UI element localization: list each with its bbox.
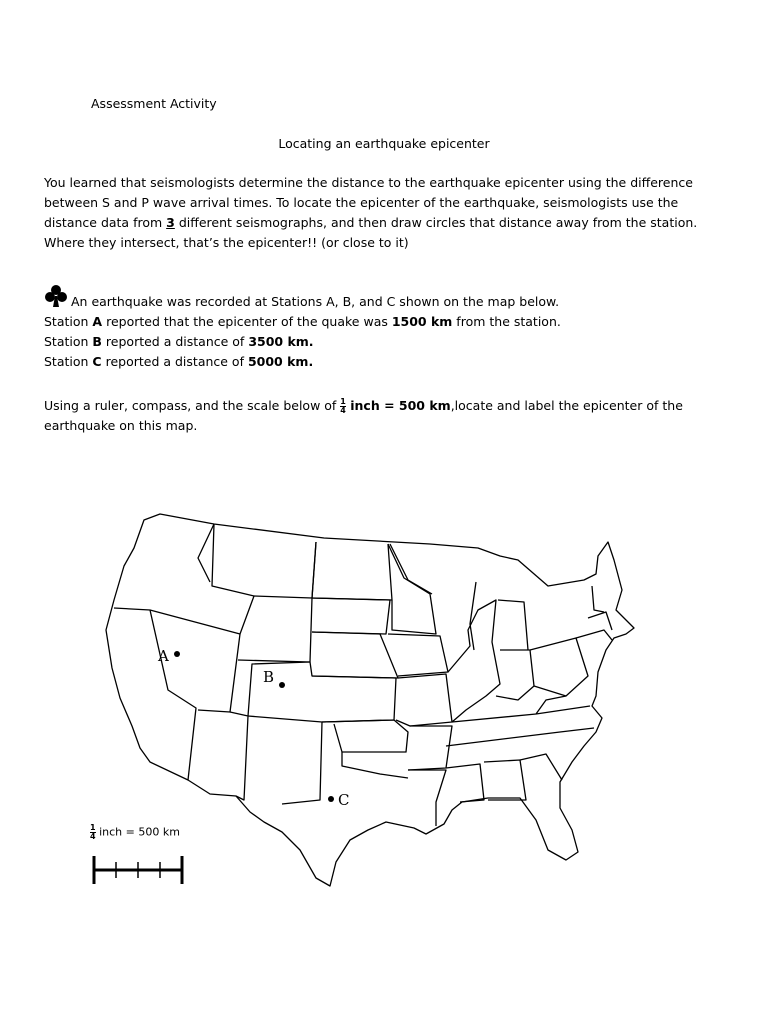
station-c-label: C bbox=[338, 791, 350, 809]
station-c bbox=[328, 791, 349, 809]
intro-paragraph bbox=[44, 173, 734, 253]
station-b-dot bbox=[279, 682, 285, 688]
intro-text-2: different seismographs, and then draw circles that distance away from the station. Where they intersect, that’s the epicenter!! (or close to it) bbox=[44, 215, 698, 250]
page-title: Locating an earthquake epicenter bbox=[278, 136, 490, 151]
intro-text-1: You learned that seismologists determine the distance to the earthquake epicenter using the difference between S and P wave arrival times. To locate the epicenter of the earthquake, seismologists use the distance data from bbox=[44, 175, 693, 230]
question-line-2: Station A reported that the epicenter of the quake was 1500 km from the station. bbox=[44, 314, 561, 329]
scale-bar bbox=[90, 852, 186, 888]
question-line-3: Station B reported a distance of 3500 km. bbox=[44, 334, 314, 349]
question-line-1: An earthquake was recorded at Stations A, B, and C shown on the map below. bbox=[71, 294, 560, 309]
station-a-label: A bbox=[158, 647, 169, 665]
instruction-paragraph: Using a ruler, compass, and the scale below of $\frac{1}{4}$ inch = 500 km,locate and label the epicenter of the earthquake on this map. bbox=[44, 397, 683, 433]
station-b bbox=[263, 668, 285, 688]
station-a bbox=[157, 647, 180, 665]
station-a-dot bbox=[174, 651, 180, 657]
intro-emphasis: 3 bbox=[166, 215, 175, 230]
station-c-dot bbox=[328, 796, 334, 802]
station-b-label: B bbox=[263, 668, 275, 686]
question-line-4: Station C reported a distance of 5000 km. bbox=[44, 354, 314, 369]
scale-fraction: $\frac{1}{4}$ bbox=[90, 823, 96, 841]
page-header: Assessment Activity bbox=[91, 96, 217, 111]
scale-label: $\frac{1}{4}$ inch = 500 km bbox=[90, 823, 180, 841]
us-outline bbox=[106, 514, 634, 886]
question-block bbox=[44, 292, 561, 372]
fraction-quarter: $\frac{1}{4}$ bbox=[340, 397, 346, 415]
